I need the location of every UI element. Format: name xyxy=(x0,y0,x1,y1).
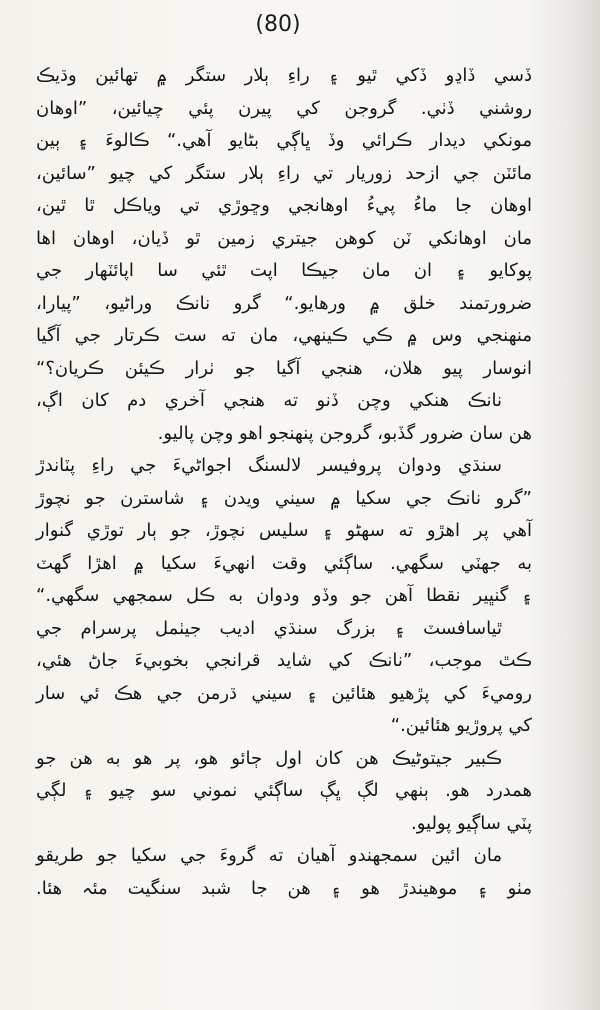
text-line: اوهان جا ماءُ پيءُ اوهانجي وڇوڙي تي وياڪل ٿا ٿين، xyxy=(36,195,532,216)
text-line: ڪٿ موجب، ”نانڪ کي شايد قرانجي بخوبيءَ جاڻ هئي، xyxy=(36,650,532,671)
text-line: ڏسي ڏاڍو ڏکي ٿيو ۽ راءِ ٻلار ستگر ۾ تهائين وڌيڪ xyxy=(36,65,532,86)
text-line: مان اوهانکي ٽن کوهن جيتري زمين ٿو ڏيان، اوهان اها xyxy=(36,227,532,249)
page-number: (80) xyxy=(255,12,301,37)
text-line: روشني ڏٺي. گروجن کي پيرن پئي چيائين، ”اوهان xyxy=(36,97,532,119)
text-line: انوسار پيو هلان، هنجي آگيا جو ٺرار ڪيئن ڪريان؟“ xyxy=(36,357,532,379)
text-line: پٽي ساڳيو پوليو. xyxy=(411,812,532,834)
text-line: ڪبير جيتوڻيڪ هن کان اول ڄائو هو، پر هو به هن جو xyxy=(36,747,502,769)
text-line: هن سان ضرور گڏبو، گروجن پنهنجو اهو وچن پاليو. xyxy=(157,422,532,444)
text-line: مونکي ديدار ڪرائي وڏ ڀاڳي بڻايو آهي.“ ڪالوءَ ۽ ٻين xyxy=(36,130,532,151)
text-line: ”گرو نانڪ جي سکيا ۾ سيني ويدن ۽ شاسترن جو نچوڙ xyxy=(36,487,532,509)
text-line: مٺو ۽ موهيندڙ هو ۽ هن جا شبد سنگيت مئہ هئا. xyxy=(36,877,532,899)
text-line: منهنجي وس ۾ ڪي ڪينهي، مان ته ست ڪرتار جي آگيا xyxy=(36,325,532,346)
text-line: سنڌي ودوان پروفيسر لالسنگ اجواڻيءَ جي راءِ پٽاندڙ xyxy=(36,455,502,476)
text-line: روميءَ کي پڙهيو هئائين ۽ سيني ڌرمن جي هڪ ئي سار xyxy=(36,682,532,704)
text-line: همدرد هو. ٻنهي لڳ ڀڳ ساڳئي نموني سو چيو ۽ لڳي xyxy=(36,780,532,801)
text-line: مائٽن جي ازحد زوريار تي راءِ ٻلار ستگر کي چيو ”سائين، xyxy=(36,162,532,184)
text-line: کي پروڙيو هئائين.“ xyxy=(390,715,532,736)
text-line: آهي پر اهڙو ته سهڻو ۽ سليس نچوڙ، جو ٻار توڙي گنوار xyxy=(36,520,532,541)
text-line: به جهٽي سگهي. ساڳئي وقت انهيءَ سکيا ۾ اهڙا گهٽ xyxy=(36,552,532,574)
text-line: پوکايو ۽ ان مان جيڪا اپت ٿئي سا اپائٽهار جي xyxy=(36,260,532,281)
text-line: ٿياسافسٽ ۽ بزرگ سنڌي اديب جيٺمل پرسرام جي xyxy=(36,617,502,639)
text-line: ضرورتمند خلق ۾ ورهايو.“ گرو نانڪ وراڻيو، ”پيارا، xyxy=(36,292,532,314)
text-line: ۽ گنڀير نقطا آهن جو وڏو ودوان به ڪل سمجهي سگهي.“ xyxy=(36,585,532,606)
text-line: نانڪ هنکي وچن ڏنو ته هنجي آخري دم کان اڳ، xyxy=(36,390,502,411)
text-line: مان ائين سمجهندو آهيان ته گروءَ جي سکيا جو طريقو xyxy=(36,845,502,866)
